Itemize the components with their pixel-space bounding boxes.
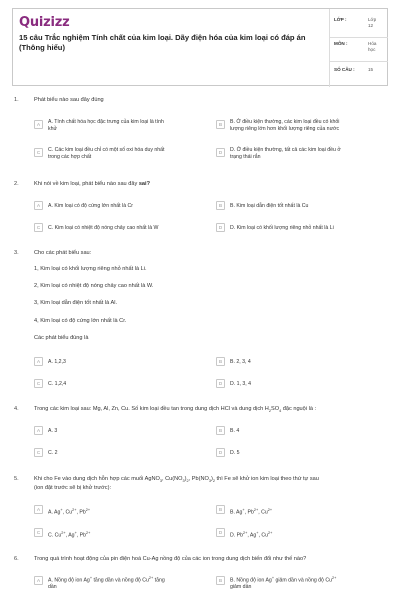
option-letter: C: [34, 528, 43, 537]
question-number: 1.: [14, 97, 19, 103]
option-letter: C: [34, 223, 43, 232]
option-c[interactable]: C C. $Cu^{2+}$, Ag+, $Pb^{2+}$: [34, 526, 204, 540]
option-letter: A: [34, 201, 43, 210]
option-letter: B: [216, 426, 225, 435]
option-letter: B: [216, 357, 225, 366]
option-letter: D: [216, 223, 225, 232]
question-number: 3.: [14, 250, 19, 256]
statement-line: 4, Kim loại có độ cứng lớn nhất là Cr.: [34, 318, 127, 324]
question-text: Khi cho Fe vào dung dịch hỗn hợp các muối AgNO$_3$, $Cu(NO_3)_2$, $Pb(NO_3)_2$ thì Fe sẽ khử ion kim loại theo thứ tự sau (ion đặt trước sẽ bị khử trước):: [34, 476, 319, 492]
subject-value: Hóa học: [368, 41, 377, 52]
option-d[interactable]: D D. Kim loại có khối lượng riêng nhỏ nhất là Li: [216, 221, 386, 235]
option-letter: A: [34, 357, 43, 366]
option-letter: B: [216, 120, 225, 129]
option-c[interactable]: C C. 2: [34, 446, 204, 460]
class-label: LỚP :: [334, 17, 347, 22]
option-c[interactable]: C C. 1,2,4: [34, 377, 204, 391]
subject-label: MÔN :: [334, 41, 348, 46]
question-number: 5.: [14, 476, 19, 482]
option-a[interactable]: A A. Kim loại có độ cứng lớn nhất là Cr: [34, 199, 204, 213]
meta-divider: [330, 37, 388, 38]
question-text: Khi nói về kim loại, phát biểu nào sau đây sai?: [34, 181, 151, 187]
question-text: Phát biểu nào sau đây đúng: [34, 97, 104, 103]
question-text: Trong các kim loại sau: Mg, Al, Zn, Cu. Số kim loại đều tan trong dung dịch HCl và dung dịch $H_2SO_4$ đặc nguội là :: [34, 406, 317, 414]
option-letter: A: [34, 505, 43, 514]
count-value: 15: [368, 67, 374, 72]
question-text: Trong quá trình hoạt động của pin điện hoá Cu-Ag nồng độ của các ion trong dung dịch biến đổi như thế nào?: [34, 556, 307, 562]
count-label: SỐ CÂU :: [334, 67, 355, 72]
option-letter: D: [216, 528, 225, 537]
option-letter: C: [34, 379, 43, 388]
question-number: 2.: [14, 181, 19, 187]
question-text: Cho các phát biểu sau:: [34, 250, 92, 256]
option-letter: D: [216, 148, 225, 157]
option-b[interactable]: B B. 4: [216, 424, 386, 438]
worksheet-title: [19, 33, 319, 53]
option-letter: C: [34, 448, 43, 457]
option-c[interactable]: C C. Các kim loại đều chỉ có một số oxi hóa duy nhất trong các hợp chất: [34, 146, 204, 160]
statement-line: 2, Kim loại có nhiệt độ nóng chảy cao nhất là W.: [34, 283, 154, 289]
option-letter: D: [216, 448, 225, 457]
question-number: 6.: [14, 556, 19, 562]
option-letter: B: [216, 505, 225, 514]
option-letter: D: [216, 379, 225, 388]
class-value: Lớp 12: [368, 17, 377, 28]
option-letter: B: [216, 576, 225, 585]
option-d[interactable]: D D. 1, 3, 4: [216, 377, 386, 391]
option-b[interactable]: B B. Ở điều kiện thường, các kim loại đều có khối lượng riêng lớn hơn khối lượng riêng của nước: [216, 118, 386, 132]
option-letter: B: [216, 201, 225, 210]
statement-line: Các phát biểu đúng là: [34, 335, 89, 341]
meta-panel: [329, 9, 389, 87]
meta-divider: [330, 61, 388, 62]
option-b[interactable]: B B. Nồng độ ion Ag+ giảm dần và nồng độ $Cu^{2+}$ giảm dần: [216, 574, 386, 588]
worksheet-header: [12, 8, 388, 86]
option-c[interactable]: C C. Kim loại có nhiệt độ nóng chảy cao nhất là W: [34, 221, 204, 235]
statement-line: 1, Kim loại có khối lượng riêng nhỏ nhất là Li.: [34, 266, 147, 272]
option-d[interactable]: D D. $Pb^{2+}$, Ag+, $Cu^{2+}$: [216, 526, 386, 540]
option-letter: A: [34, 426, 43, 435]
question-number: 4.: [14, 406, 19, 412]
option-a[interactable]: A A. 3: [34, 424, 204, 438]
option-d[interactable]: D D. 5: [216, 446, 386, 460]
statement-line: 3, Kim loại dẫn điện tốt nhất là Al.: [34, 300, 118, 306]
option-letter: A: [34, 576, 43, 585]
option-a[interactable]: A A. Nồng độ ion Ag+ tăng dần và nồng độ $Cu^{2+}$ tăng dần: [34, 574, 204, 588]
option-letter: A: [34, 120, 43, 129]
option-a[interactable]: A A. 1,2,3: [34, 355, 204, 369]
option-a[interactable]: A A. Tính chất hóa học đặc trưng của kim loại là tính khử: [34, 118, 204, 132]
title-line-1: 15 câu Trắc nghiệm Tính chất của kim loại. Dãy điện hóa của kim loại có đáp án: [19, 33, 306, 42]
option-b[interactable]: B B. Ag+, $Pb^{2+}$, $Cu^{2+}$: [216, 503, 386, 517]
option-a[interactable]: A A. Ag+, $Cu^{2+}$, $Pb^{2+}$: [34, 503, 204, 517]
title-line-2: (Thông hiểu): [19, 43, 65, 52]
quizizz-logo[interactable]: Quizizz: [19, 15, 70, 30]
option-b[interactable]: B B. Kim loại dẫn điện tốt nhất là Cu: [216, 199, 386, 213]
option-b[interactable]: B B. 2, 3, 4: [216, 355, 386, 369]
option-d[interactable]: D D. Ở điều kiện thường, tất cả các kim loại đều ở trạng thái rắn: [216, 146, 386, 160]
option-letter: C: [34, 148, 43, 157]
